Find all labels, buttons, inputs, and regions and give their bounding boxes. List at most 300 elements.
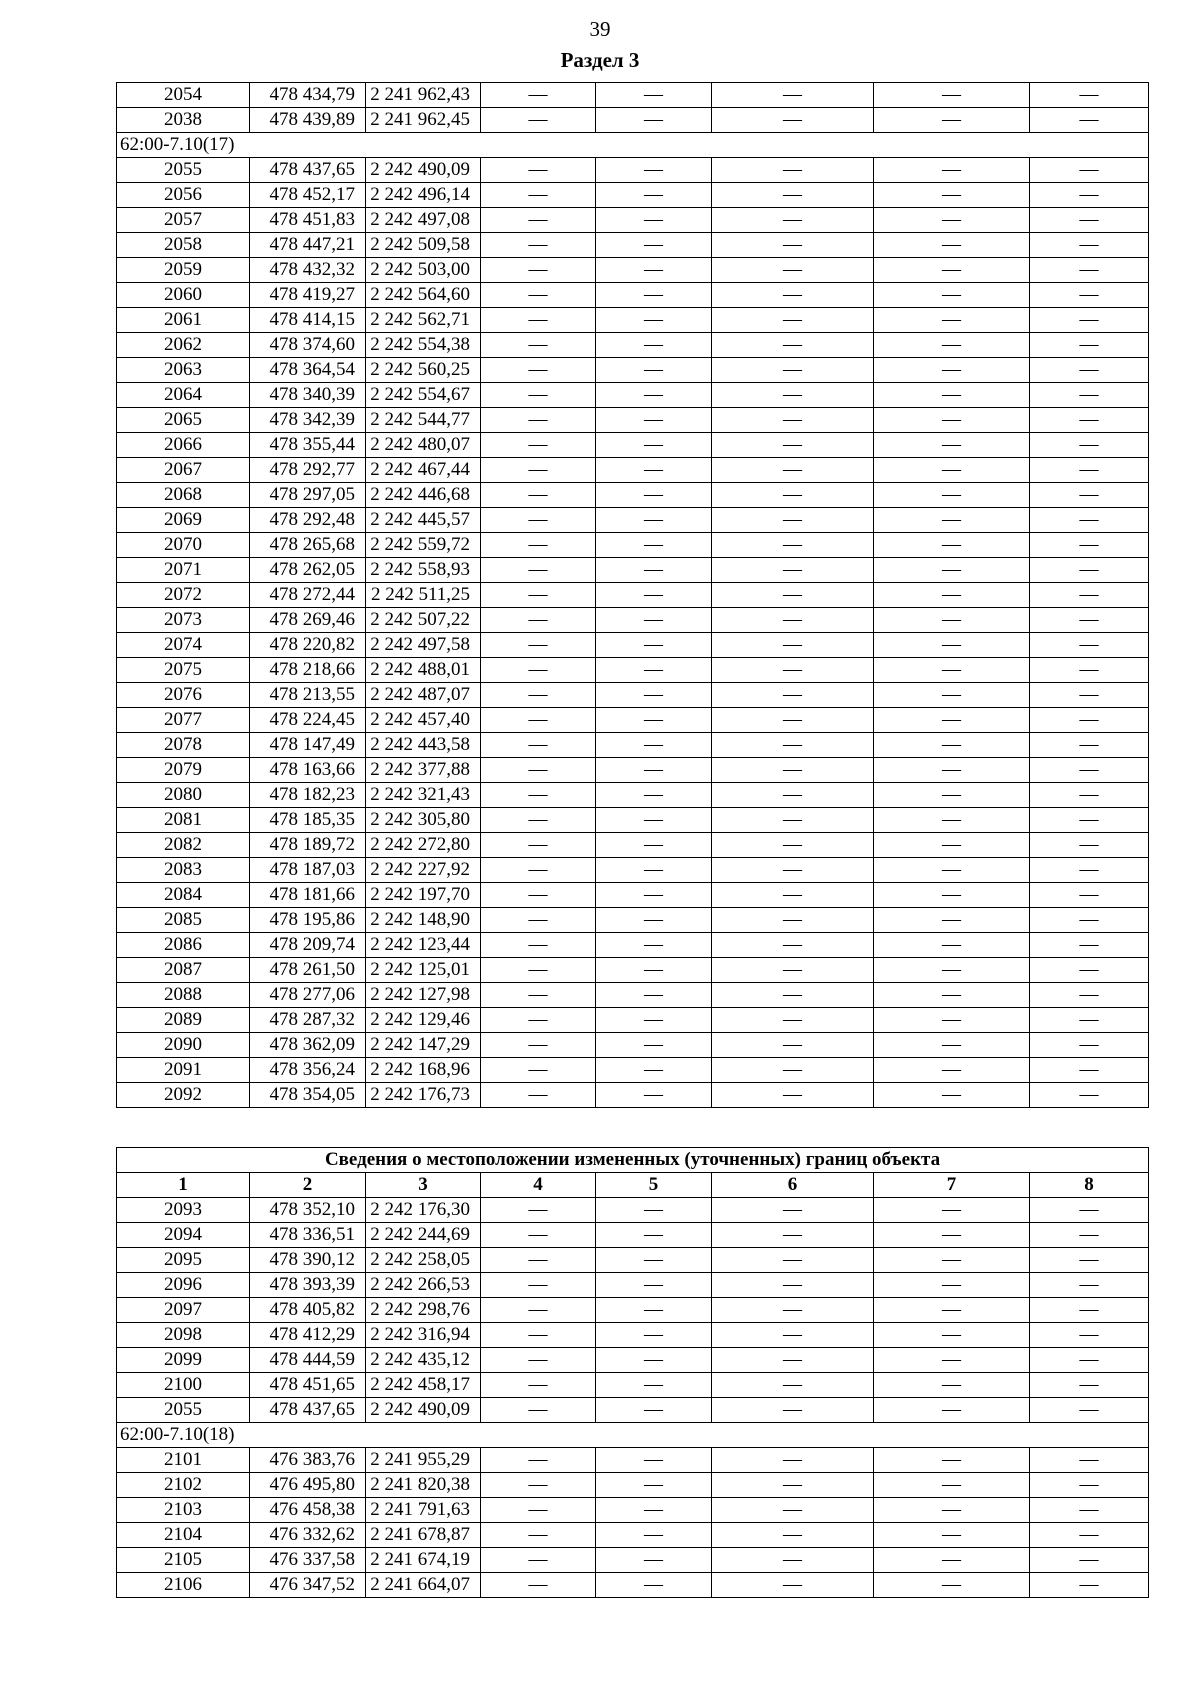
empty-value-cell: — [1030,558,1149,583]
x-coordinate-cell: 478 393,39 [250,1273,366,1298]
group-row [117,133,1149,158]
y-coordinate-cell: 2 241 962,45 [366,108,481,133]
empty-value-cell: — [481,108,596,133]
empty-value-cell: — [874,583,1030,608]
y-coordinate-cell: 2 242 125,01 [366,958,481,983]
x-coordinate-cell: 478 181,66 [250,883,366,908]
point-id-cell: 2097 [117,1298,250,1323]
empty-value-cell: — [481,158,596,183]
empty-value-cell: — [481,258,596,283]
empty-value-cell: — [481,358,596,383]
y-coordinate-cell: 2 242 497,58 [366,633,481,658]
point-id-cell: 2065 [117,408,250,433]
empty-value-cell: — [712,558,874,583]
empty-value-cell: — [712,458,874,483]
empty-value-cell: — [481,1273,596,1298]
empty-value-cell: — [874,733,1030,758]
empty-value-cell: — [481,1008,596,1033]
point-id-cell: 2086 [117,933,250,958]
y-coordinate-cell: 2 242 544,77 [366,408,481,433]
empty-value-cell: — [712,733,874,758]
empty-value-cell: — [712,1373,874,1398]
empty-value-cell: — [712,508,874,533]
group-row [117,1423,1149,1448]
empty-value-cell: — [481,708,596,733]
x-coordinate-cell: 478 439,89 [250,108,366,133]
page-number: 39 [589,17,611,41]
empty-value-cell: — [712,408,874,433]
empty-value-cell: — [874,1398,1030,1423]
empty-value-cell: — [712,1323,874,1348]
empty-value-cell: — [1030,758,1149,783]
empty-value-cell: — [481,908,596,933]
empty-value-cell: — [481,408,596,433]
empty-value-cell: — [874,1058,1030,1083]
empty-value-cell: — [481,658,596,683]
x-coordinate-cell: 478 189,72 [250,833,366,858]
x-coordinate-cell: 478 364,54 [250,358,366,383]
empty-value-cell: — [712,1398,874,1423]
empty-value-cell: — [596,583,712,608]
table-row [117,458,1149,483]
empty-value-cell: — [874,183,1030,208]
empty-value-cell: — [481,1448,596,1473]
empty-value-cell: — [1030,533,1149,558]
empty-value-cell: — [1030,783,1149,808]
empty-value-cell: — [1030,1198,1149,1223]
empty-value-cell: — [596,1448,712,1473]
x-coordinate-cell: 478 163,66 [250,758,366,783]
table-row [117,283,1149,308]
table-row [117,1083,1149,1108]
empty-value-cell: — [874,858,1030,883]
empty-value-cell: — [1030,1348,1149,1373]
point-id-cell: 2068 [117,483,250,508]
empty-value-cell: — [874,1473,1030,1498]
empty-value-cell: — [874,983,1030,1008]
x-coordinate-cell: 478 187,03 [250,858,366,883]
empty-value-cell: — [712,258,874,283]
empty-value-cell: — [596,1398,712,1423]
empty-value-cell: — [874,458,1030,483]
empty-value-cell: — [874,483,1030,508]
empty-value-cell: — [712,358,874,383]
point-id-cell: 2103 [117,1498,250,1523]
point-id-cell: 2095 [117,1248,250,1273]
table-row [117,1248,1149,1273]
empty-value-cell: — [712,1248,874,1273]
empty-value-cell: — [874,883,1030,908]
point-id-cell: 2055 [117,1398,250,1423]
empty-value-cell: — [1030,283,1149,308]
y-coordinate-cell: 2 242 497,08 [366,208,481,233]
empty-value-cell: — [712,1298,874,1323]
column-header: 6 [712,1173,874,1198]
empty-value-cell: — [596,883,712,908]
y-coordinate-cell: 2 241 664,07 [366,1573,481,1598]
empty-value-cell: — [712,1273,874,1298]
empty-value-cell: — [1030,308,1149,333]
empty-value-cell: — [712,1198,874,1223]
point-id-cell: 2104 [117,1523,250,1548]
y-coordinate-cell: 2 241 791,63 [366,1498,481,1523]
empty-value-cell: — [874,383,1030,408]
empty-value-cell: — [596,1223,712,1248]
empty-value-cell: — [874,1373,1030,1398]
empty-value-cell: — [481,1223,596,1248]
empty-value-cell: — [874,508,1030,533]
empty-value-cell: — [481,308,596,333]
empty-value-cell: — [1030,1248,1149,1273]
empty-value-cell: — [712,783,874,808]
empty-value-cell: — [596,1373,712,1398]
empty-value-cell: — [874,1573,1030,1598]
empty-value-cell: — [874,758,1030,783]
empty-value-cell: — [481,1548,596,1573]
x-coordinate-cell: 478 265,68 [250,533,366,558]
empty-value-cell: — [481,633,596,658]
x-coordinate-cell: 478 452,17 [250,183,366,208]
empty-value-cell: — [481,983,596,1008]
empty-value-cell: — [1030,83,1149,108]
y-coordinate-cell: 2 242 490,09 [366,1398,481,1423]
coordinates-table-continued [116,82,1149,1108]
empty-value-cell: — [1030,833,1149,858]
empty-value-cell: — [874,83,1030,108]
empty-value-cell: — [596,233,712,258]
x-coordinate-cell: 478 213,55 [250,683,366,708]
empty-value-cell: — [481,1323,596,1348]
empty-value-cell: — [596,1523,712,1548]
table-row [117,233,1149,258]
y-coordinate-cell: 2 241 674,19 [366,1548,481,1573]
y-coordinate-cell: 2 242 298,76 [366,1298,481,1323]
empty-value-cell: — [1030,958,1149,983]
empty-value-cell: — [712,1523,874,1548]
empty-value-cell: — [712,433,874,458]
empty-value-cell: — [596,1033,712,1058]
y-coordinate-cell: 2 241 955,29 [366,1448,481,1473]
empty-value-cell: — [1030,458,1149,483]
empty-value-cell: — [874,408,1030,433]
table-row [117,1033,1149,1058]
empty-value-cell: — [874,433,1030,458]
empty-value-cell: — [1030,1223,1149,1248]
empty-value-cell: — [712,883,874,908]
empty-value-cell: — [1030,983,1149,1008]
table-row [117,358,1149,383]
table-row [117,1348,1149,1373]
empty-value-cell: — [481,383,596,408]
empty-value-cell: — [874,333,1030,358]
x-coordinate-cell: 478 405,82 [250,1298,366,1323]
point-id-cell: 2099 [117,1348,250,1373]
section-title: Раздел 3 [560,48,640,72]
x-coordinate-cell: 478 414,15 [250,308,366,333]
table-row [117,683,1149,708]
x-coordinate-cell: 478 277,06 [250,983,366,1008]
empty-value-cell: — [874,1008,1030,1033]
empty-value-cell: — [874,1223,1030,1248]
empty-value-cell: — [1030,1498,1149,1523]
empty-value-cell: — [1030,1548,1149,1573]
empty-value-cell: — [481,1248,596,1273]
empty-value-cell: — [481,958,596,983]
table-row [117,708,1149,733]
empty-value-cell: — [481,1373,596,1398]
empty-value-cell: — [596,683,712,708]
point-id-cell: 2055 [117,158,250,183]
y-coordinate-cell: 2 242 554,67 [366,383,481,408]
empty-value-cell: — [596,433,712,458]
empty-value-cell: — [874,308,1030,333]
empty-value-cell: — [481,83,596,108]
empty-value-cell: — [481,733,596,758]
point-id-cell: 2054 [117,83,250,108]
table-row [117,1498,1149,1523]
x-coordinate-cell: 478 451,65 [250,1373,366,1398]
empty-value-cell: — [712,483,874,508]
y-coordinate-cell: 2 242 123,44 [366,933,481,958]
point-id-cell: 2056 [117,183,250,208]
empty-value-cell: — [712,633,874,658]
empty-value-cell: — [1030,358,1149,383]
point-id-cell: 2077 [117,708,250,733]
empty-value-cell: — [596,1198,712,1223]
y-coordinate-cell: 2 241 820,38 [366,1473,481,1498]
empty-value-cell: — [596,783,712,808]
x-coordinate-cell: 478 355,44 [250,433,366,458]
empty-value-cell: — [874,1448,1030,1473]
x-coordinate-cell: 478 437,65 [250,158,366,183]
empty-value-cell: — [596,358,712,383]
empty-value-cell: — [596,533,712,558]
empty-value-cell: — [596,408,712,433]
empty-value-cell: — [596,183,712,208]
point-id-cell: 2061 [117,308,250,333]
empty-value-cell: — [874,1348,1030,1373]
x-coordinate-cell: 478 182,23 [250,783,366,808]
x-coordinate-cell: 478 437,65 [250,1398,366,1423]
empty-value-cell: — [712,1573,874,1598]
column-header: 8 [1030,1173,1149,1198]
empty-value-cell: — [596,308,712,333]
table-row [117,333,1149,358]
x-coordinate-cell: 478 336,51 [250,1223,366,1248]
empty-value-cell: — [596,1083,712,1108]
empty-value-cell: — [1030,483,1149,508]
empty-value-cell: — [874,958,1030,983]
x-coordinate-cell: 478 287,32 [250,1008,366,1033]
point-id-cell: 2067 [117,458,250,483]
empty-value-cell: — [874,1083,1030,1108]
point-id-cell: 2090 [117,1033,250,1058]
table-row [117,933,1149,958]
column-header: 4 [481,1173,596,1198]
empty-value-cell: — [481,758,596,783]
empty-value-cell: — [874,1273,1030,1298]
empty-value-cell: — [1030,633,1149,658]
empty-value-cell: — [481,558,596,583]
x-coordinate-cell: 478 292,77 [250,458,366,483]
empty-value-cell: — [596,83,712,108]
table-row [117,1323,1149,1348]
table-row [117,158,1149,183]
empty-value-cell: — [712,708,874,733]
x-coordinate-cell: 478 218,66 [250,658,366,683]
table-row [117,508,1149,533]
empty-value-cell: — [1030,258,1149,283]
empty-value-cell: — [1030,233,1149,258]
group-label: 62:00-7.10(18) [117,1423,1149,1448]
y-coordinate-cell: 2 242 457,40 [366,708,481,733]
empty-value-cell: — [481,233,596,258]
y-coordinate-cell: 2 242 435,12 [366,1348,481,1373]
table-row [117,983,1149,1008]
empty-value-cell: — [596,1573,712,1598]
empty-value-cell: — [874,233,1030,258]
table-row [117,108,1149,133]
x-coordinate-cell: 478 342,39 [250,408,366,433]
table-row [117,408,1149,433]
empty-value-cell: — [712,1223,874,1248]
empty-value-cell: — [596,958,712,983]
x-coordinate-cell: 478 224,45 [250,708,366,733]
empty-value-cell: — [481,833,596,858]
empty-value-cell: — [1030,158,1149,183]
empty-value-cell: — [712,333,874,358]
empty-value-cell: — [712,158,874,183]
empty-value-cell: — [874,1523,1030,1548]
y-coordinate-cell: 2 242 564,60 [366,283,481,308]
x-coordinate-cell: 478 209,74 [250,933,366,958]
empty-value-cell: — [596,908,712,933]
empty-value-cell: — [481,883,596,908]
table-row [117,583,1149,608]
x-coordinate-cell: 478 451,83 [250,208,366,233]
point-id-cell: 2071 [117,558,250,583]
empty-value-cell: — [874,933,1030,958]
empty-value-cell: — [712,1448,874,1473]
y-coordinate-cell: 2 242 127,98 [366,983,481,1008]
empty-value-cell: — [874,608,1030,633]
empty-value-cell: — [1030,183,1149,208]
table-row [117,433,1149,458]
table-row [117,1548,1149,1573]
x-coordinate-cell: 478 444,59 [250,1348,366,1373]
empty-value-cell: — [712,1083,874,1108]
empty-value-cell: — [596,833,712,858]
y-coordinate-cell: 2 242 244,69 [366,1223,481,1248]
empty-value-cell: — [481,483,596,508]
empty-value-cell: — [874,1548,1030,1573]
empty-value-cell: — [1030,1083,1149,1108]
empty-value-cell: — [596,758,712,783]
empty-value-cell: — [1030,383,1149,408]
table-row [117,1058,1149,1083]
table-row [117,1223,1149,1248]
x-coordinate-cell: 476 458,38 [250,1498,366,1523]
empty-value-cell: — [481,1058,596,1083]
empty-value-cell: — [1030,658,1149,683]
table-row [117,1273,1149,1298]
point-id-cell: 2064 [117,383,250,408]
empty-value-cell: — [874,1323,1030,1348]
y-coordinate-cell: 2 242 316,94 [366,1323,481,1348]
point-id-cell: 2101 [117,1448,250,1473]
empty-value-cell: — [1030,733,1149,758]
table-row [117,308,1149,333]
empty-value-cell: — [1030,1273,1149,1298]
empty-value-cell: — [1030,808,1149,833]
empty-value-cell: — [712,608,874,633]
empty-value-cell: — [481,583,596,608]
y-coordinate-cell: 2 242 197,70 [366,883,481,908]
x-coordinate-cell: 478 352,10 [250,1198,366,1223]
empty-value-cell: — [712,1548,874,1573]
x-coordinate-cell: 478 261,50 [250,958,366,983]
empty-value-cell: — [596,1248,712,1273]
empty-value-cell: — [481,1198,596,1223]
y-coordinate-cell: 2 242 258,05 [366,1248,481,1273]
empty-value-cell: — [874,533,1030,558]
empty-value-cell: — [712,1498,874,1523]
empty-value-cell: — [481,183,596,208]
x-coordinate-cell: 478 262,05 [250,558,366,583]
empty-value-cell: — [712,308,874,333]
y-coordinate-cell: 2 242 147,29 [366,1033,481,1058]
empty-value-cell: — [712,658,874,683]
table-row [117,883,1149,908]
y-coordinate-cell: 2 242 487,07 [366,683,481,708]
table-row [117,833,1149,858]
empty-value-cell: — [712,1058,874,1083]
empty-value-cell: — [874,208,1030,233]
y-coordinate-cell: 2 242 554,38 [366,333,481,358]
y-coordinate-cell: 2 242 305,80 [366,808,481,833]
y-coordinate-cell: 2 242 560,25 [366,358,481,383]
empty-value-cell: — [874,1248,1030,1273]
empty-value-cell: — [874,558,1030,583]
empty-value-cell: — [481,433,596,458]
point-id-cell: 2100 [117,1373,250,1398]
x-coordinate-cell: 478 432,32 [250,258,366,283]
x-coordinate-cell: 478 297,05 [250,483,366,508]
empty-value-cell: — [712,758,874,783]
x-coordinate-cell: 478 340,39 [250,383,366,408]
table-row [117,958,1149,983]
empty-value-cell: — [481,1498,596,1523]
point-id-cell: 2070 [117,533,250,558]
empty-value-cell: — [874,708,1030,733]
empty-value-cell: — [1030,1448,1149,1473]
y-coordinate-cell: 2 241 962,43 [366,83,481,108]
x-coordinate-cell: 476 347,52 [250,1573,366,1598]
empty-value-cell: — [596,483,712,508]
table-row [117,1448,1149,1473]
empty-value-cell: — [596,1548,712,1573]
empty-value-cell: — [481,1348,596,1373]
empty-value-cell: — [596,983,712,1008]
x-coordinate-cell: 476 332,62 [250,1523,366,1548]
point-id-cell: 2081 [117,808,250,833]
point-id-cell: 2066 [117,433,250,458]
point-id-cell: 2088 [117,983,250,1008]
empty-value-cell: — [712,208,874,233]
point-id-cell: 2091 [117,1058,250,1083]
empty-value-cell: — [712,983,874,1008]
group-label: 62:00-7.10(17) [117,133,1149,158]
